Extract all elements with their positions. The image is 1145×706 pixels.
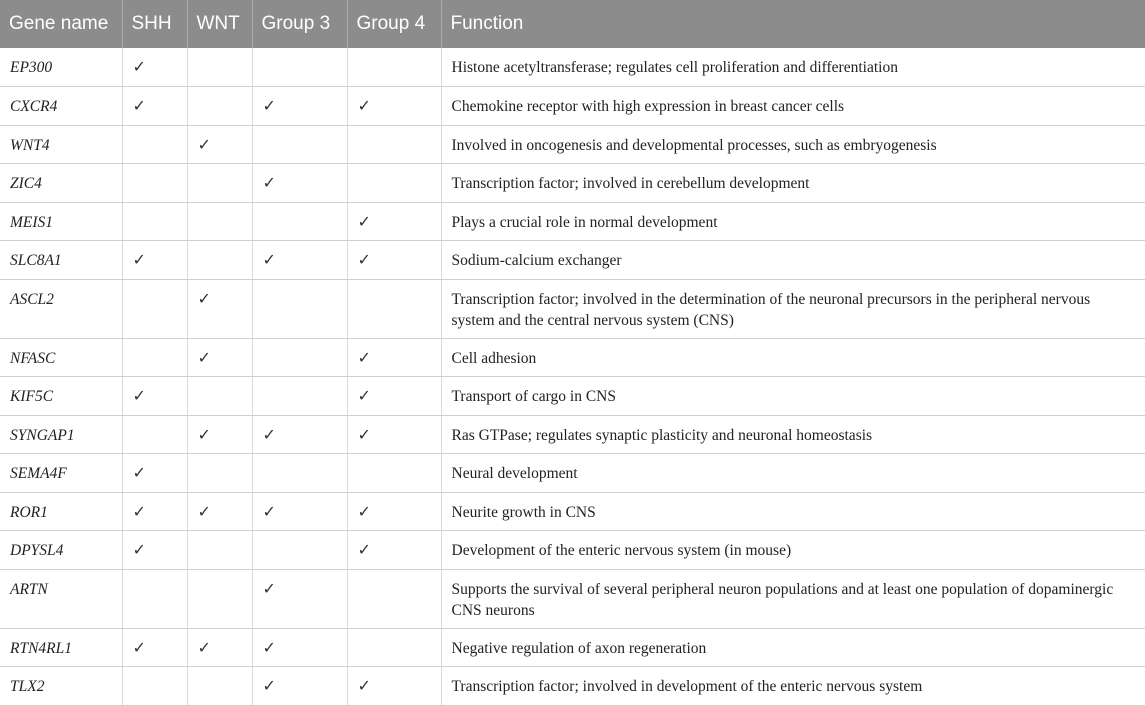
header-shh: SHH	[122, 0, 187, 48]
shh-check-cell: ✓	[122, 241, 187, 280]
shh-check-cell	[122, 164, 187, 203]
function-cell: Neurite growth in CNS	[441, 492, 1145, 531]
wnt-check-cell	[187, 241, 252, 280]
table-row	[0, 338, 1145, 377]
gene-name-cell: CXCR4	[0, 87, 122, 126]
table-row	[0, 241, 1145, 280]
function-cell: Transcription factor; involved in development of the enteric nervous system	[441, 667, 1145, 706]
table-row	[0, 415, 1145, 454]
group-3-check-cell	[252, 202, 347, 241]
function-cell: Negative regulation of axon regeneration	[441, 628, 1145, 667]
gene-name-cell: SYNGAP1	[0, 415, 122, 454]
group-3-check-cell	[252, 125, 347, 164]
group-3-check-cell: ✓	[252, 415, 347, 454]
wnt-check-cell	[187, 531, 252, 570]
group-4-check-cell: ✓	[347, 492, 441, 531]
function-cell: Sodium-calcium exchanger	[441, 241, 1145, 280]
function-cell: Supports the survival of several peripheral neuron populations and at least one population of dopaminergic CNS neurons	[441, 569, 1145, 628]
group-3-check-cell: ✓	[252, 628, 347, 667]
table-row	[0, 628, 1145, 667]
header-function: Function	[441, 0, 1145, 48]
group-4-check-cell: ✓	[347, 87, 441, 126]
table-row	[0, 202, 1145, 241]
group-3-check-cell	[252, 279, 347, 338]
shh-check-cell: ✓	[122, 377, 187, 416]
wnt-check-cell	[187, 454, 252, 493]
header-gene-name: Gene name	[0, 0, 122, 48]
wnt-check-cell	[187, 569, 252, 628]
group-4-check-cell: ✓	[347, 531, 441, 570]
shh-check-cell: ✓	[122, 492, 187, 531]
group-4-check-cell	[347, 569, 441, 628]
wnt-check-cell	[187, 667, 252, 706]
group-4-check-cell	[347, 454, 441, 493]
group-4-check-cell	[347, 164, 441, 203]
function-cell: Histone acetyltransferase; regulates cell proliferation and differentiation	[441, 48, 1145, 87]
gene-name-cell: WNT4	[0, 125, 122, 164]
gene-name-cell: MEIS1	[0, 202, 122, 241]
group-3-check-cell	[252, 48, 347, 87]
group-4-check-cell: ✓	[347, 667, 441, 706]
table-row	[0, 531, 1145, 570]
shh-check-cell: ✓	[122, 628, 187, 667]
wnt-check-cell	[187, 164, 252, 203]
table-row	[0, 87, 1145, 126]
gene-name-cell: TLX2	[0, 667, 122, 706]
table-row	[0, 279, 1145, 338]
function-cell: Involved in oncogenesis and developmental processes, such as embryogenesis	[441, 125, 1145, 164]
gene-name-cell: SLC8A1	[0, 241, 122, 280]
function-cell: Transcription factor; involved in cerebellum development	[441, 164, 1145, 203]
group-4-check-cell: ✓	[347, 415, 441, 454]
table-row	[0, 569, 1145, 628]
table-row	[0, 164, 1145, 203]
shh-check-cell	[122, 125, 187, 164]
header-group-4: Group 4	[347, 0, 441, 48]
function-cell: Transport of cargo in CNS	[441, 377, 1145, 416]
gene-name-cell: ASCL2	[0, 279, 122, 338]
shh-check-cell	[122, 569, 187, 628]
header-wnt: WNT	[187, 0, 252, 48]
function-cell: Cell adhesion	[441, 338, 1145, 377]
group-3-check-cell	[252, 531, 347, 570]
group-4-check-cell	[347, 48, 441, 87]
function-cell: Development of the enteric nervous system (in mouse)	[441, 531, 1145, 570]
group-4-check-cell	[347, 628, 441, 667]
group-4-check-cell: ✓	[347, 202, 441, 241]
function-cell: Ras GTPase; regulates synaptic plasticity and neuronal homeostasis	[441, 415, 1145, 454]
wnt-check-cell	[187, 87, 252, 126]
wnt-check-cell	[187, 202, 252, 241]
shh-check-cell: ✓	[122, 454, 187, 493]
group-3-check-cell: ✓	[252, 87, 347, 126]
group-4-check-cell	[347, 279, 441, 338]
group-3-check-cell	[252, 454, 347, 493]
wnt-check-cell: ✓	[187, 279, 252, 338]
wnt-check-cell	[187, 377, 252, 416]
gene-name-cell: EP300	[0, 48, 122, 87]
wnt-check-cell: ✓	[187, 338, 252, 377]
function-cell: Chemokine receptor with high expression in breast cancer cells	[441, 87, 1145, 126]
group-3-check-cell: ✓	[252, 241, 347, 280]
wnt-check-cell: ✓	[187, 125, 252, 164]
group-4-check-cell: ✓	[347, 338, 441, 377]
group-3-check-cell: ✓	[252, 164, 347, 203]
shh-check-cell	[122, 202, 187, 241]
gene-name-cell: NFASC	[0, 338, 122, 377]
gene-name-cell: ROR1	[0, 492, 122, 531]
group-3-check-cell: ✓	[252, 492, 347, 531]
function-cell: Neural development	[441, 454, 1145, 493]
gene-name-cell: RTN4RL1	[0, 628, 122, 667]
gene-name-cell: ARTN	[0, 569, 122, 628]
group-3-check-cell	[252, 338, 347, 377]
gene-name-cell: DPYSL4	[0, 531, 122, 570]
wnt-check-cell: ✓	[187, 415, 252, 454]
shh-check-cell	[122, 338, 187, 377]
table-row	[0, 48, 1145, 87]
table-row	[0, 377, 1145, 416]
table-row	[0, 667, 1145, 706]
table-body	[0, 48, 1145, 705]
group-4-check-cell: ✓	[347, 377, 441, 416]
gene-name-cell: KIF5C	[0, 377, 122, 416]
shh-check-cell: ✓	[122, 531, 187, 570]
gene-name-cell: ZIC4	[0, 164, 122, 203]
table-row	[0, 454, 1145, 493]
wnt-check-cell	[187, 48, 252, 87]
shh-check-cell	[122, 415, 187, 454]
gene-name-cell: SEMA4F	[0, 454, 122, 493]
function-cell: Plays a crucial role in normal development	[441, 202, 1145, 241]
group-4-check-cell: ✓	[347, 241, 441, 280]
wnt-check-cell: ✓	[187, 628, 252, 667]
table-row	[0, 492, 1145, 531]
function-cell: Transcription factor; involved in the determination of the neuronal precursors in the peripheral nervous system and the central nervous system (CNS)	[441, 279, 1145, 338]
table-row	[0, 125, 1145, 164]
header-row	[0, 0, 1145, 48]
group-3-check-cell	[252, 377, 347, 416]
shh-check-cell	[122, 667, 187, 706]
wnt-check-cell: ✓	[187, 492, 252, 531]
shh-check-cell	[122, 279, 187, 338]
shh-check-cell: ✓	[122, 87, 187, 126]
group-3-check-cell: ✓	[252, 667, 347, 706]
group-4-check-cell	[347, 125, 441, 164]
shh-check-cell: ✓	[122, 48, 187, 87]
header-group-3: Group 3	[252, 0, 347, 48]
group-3-check-cell: ✓	[252, 569, 347, 628]
